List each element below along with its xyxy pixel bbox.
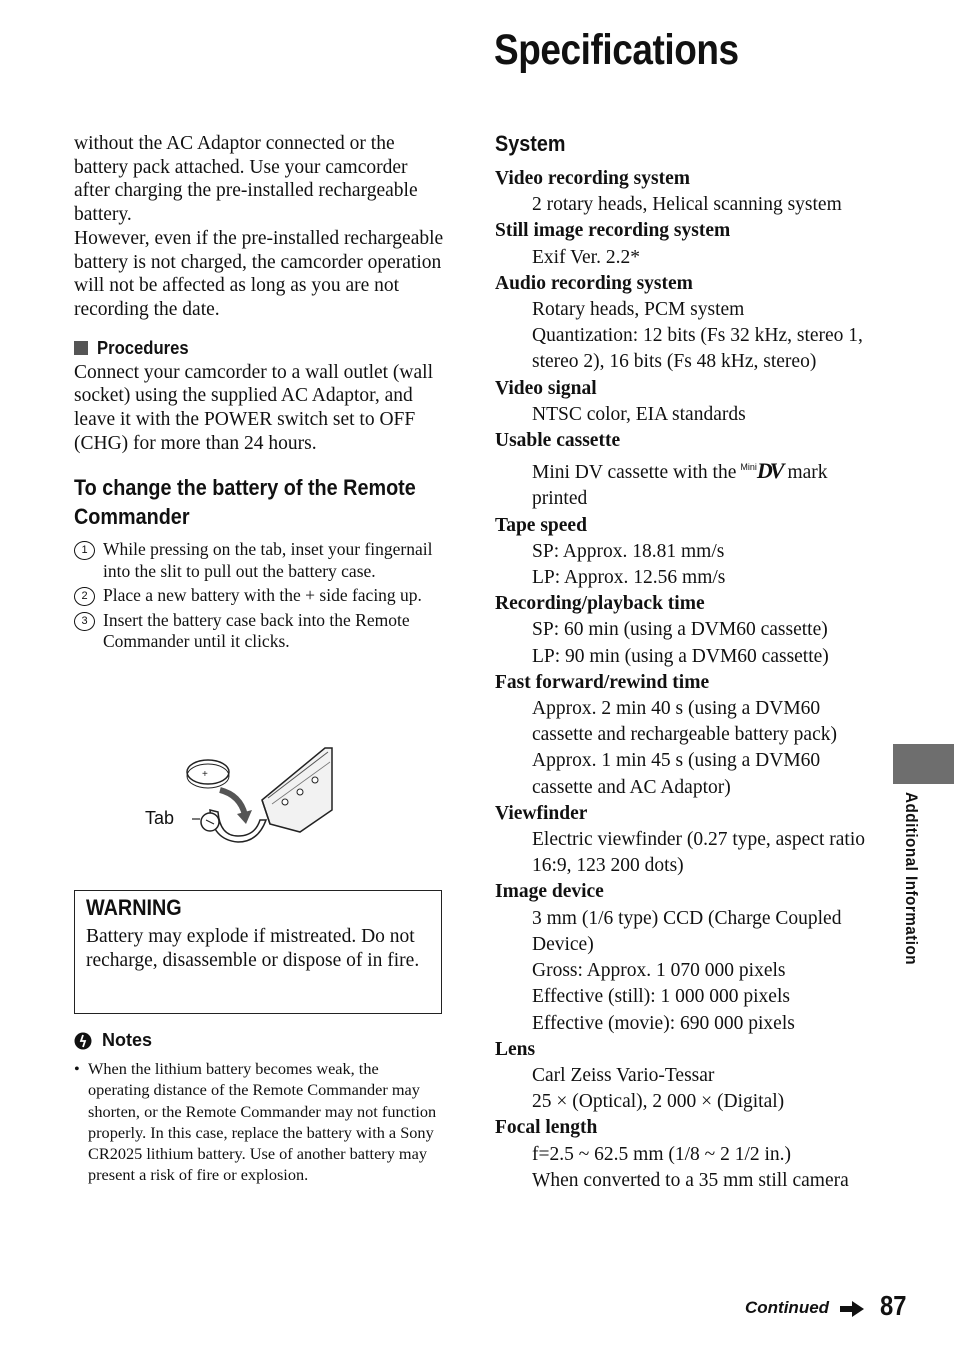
minidv-mini-label: Mini <box>740 462 757 473</box>
spec-value: Quantization: 12 bits (Fs 32 kHz, stereo 1, stereo 2), 16 bits (Fs 48 kHz, stereo) <box>532 325 863 373</box>
spec-label: Fast forward/rewind time <box>495 671 710 693</box>
spec-value-cassette <box>495 454 875 512</box>
notes-text: When the lithium battery becomes weak, the operating distance of the Remote Commander may shorten, or the Remote Commander may not function properly. In this case, replace the battery with a Sony CR2025 lithium battery. Use of another battery may present a risk of fire or explosion. <box>88 1059 437 1185</box>
spec-value: When converted to a 35 mm still camera <box>532 1169 849 1191</box>
system-heading: System <box>495 131 566 156</box>
spec-label: Recording/playback time <box>495 593 705 615</box>
minidv-logo-icon: DV <box>756 458 782 484</box>
spec-label: Video recording system <box>495 168 690 189</box>
spec-label: Audio recording system <box>495 272 693 294</box>
continued-label: Continued <box>745 1298 830 1317</box>
spec-label: Lens <box>495 1038 536 1060</box>
page-number: 87 <box>880 1290 907 1321</box>
spec-value: NTSC color, EIA standards <box>532 403 746 425</box>
spec-value: 2 rotary heads, Helical scanning system <box>532 194 842 216</box>
spec-value: Exif Ver. 2.2* <box>532 246 640 268</box>
notes-heading-row <box>74 1030 152 1051</box>
step-number-icon: 1 <box>74 541 95 560</box>
spec-label: Viewfinder <box>495 802 588 824</box>
intro-paragraph-2: However, even if the pre-installed rechargeable battery is not charged, the camcorder operation will not be affected as long as you are not recording the date. <box>74 227 444 320</box>
square-bullet-icon <box>74 341 88 355</box>
warning-text: Battery may explode if mistreated. Do not recharge, disassemble or dispose of in fire. <box>86 926 420 971</box>
tab-label: Tab <box>145 808 175 828</box>
remote-battery-illustration <box>140 740 340 860</box>
step-number-icon: 2 <box>74 587 95 606</box>
notes-item <box>74 1058 442 1186</box>
spec-label: Image device <box>495 881 604 903</box>
spec-value: Gross: Approx. 1 070 000 pixels <box>532 960 786 982</box>
left-column <box>74 132 446 653</box>
spec-label: Still image recording system <box>495 220 731 242</box>
step-text: Place a new battery with the + side facing up. <box>103 585 422 606</box>
procedures-heading-row <box>74 337 446 359</box>
continued-arrow-icon <box>840 1301 864 1317</box>
spec-value: Carl Zeiss Vario-Tessar <box>532 1064 715 1086</box>
warning-title: WARNING <box>86 895 182 920</box>
page-title: Specifications <box>494 26 739 74</box>
spec-entry <box>495 670 875 801</box>
cassette-text-after: mark printed <box>532 462 828 510</box>
procedures-heading: Procedures <box>97 336 189 358</box>
spec-value: Electric viewfinder (0.27 type, aspect ratio 16:9, 123 200 dots) <box>532 829 865 877</box>
spec-value: 25 × (Optical), 2 000 × (Digital) <box>532 1091 785 1113</box>
spec-value: SP: Approx. 18.81 mm/s <box>532 540 725 562</box>
steps-list <box>74 539 446 653</box>
side-tab-label: Additional Information <box>902 792 921 966</box>
svg-text:+: + <box>202 769 208 780</box>
procedures-text: Connect your camcorder to a wall outlet (wall socket) using the supplied AC Adaptor, and leave it with the POWER switch set to OFF (CHG) for more than 24 hours. <box>74 361 433 454</box>
step-text: While pressing on the tab, inset your fingernail into the slit to pull out the battery case. <box>103 539 433 581</box>
side-tab-marker <box>893 744 954 784</box>
notes-icon <box>74 1032 92 1050</box>
spec-entry <box>495 271 875 376</box>
intro-paragraph-1: without the AC Adaptor connected or the battery pack attached. Use your camcorder after charging the pre-installed rechargeable battery. <box>74 133 418 226</box>
spec-label: Usable cassette <box>495 430 621 452</box>
spec-value: Rotary heads, PCM system <box>532 299 745 321</box>
spec-entry <box>495 513 875 592</box>
spec-value: 3 mm (1/6 type) CCD (Charge Coupled Device) <box>532 907 842 955</box>
spec-value: Effective (still): 1 000 000 pixels <box>532 986 790 1008</box>
spec-entry <box>495 1037 875 1116</box>
right-column <box>495 131 875 1194</box>
spec-entry <box>495 591 875 670</box>
spec-value: Effective (movie): 690 000 pixels <box>532 1012 795 1034</box>
step-item <box>74 610 446 653</box>
spec-value: Approx. 1 min 45 s (using a DVM60 cassette and AC Adaptor) <box>532 750 821 798</box>
spec-value: SP: 60 min (using a DVM60 cassette) <box>532 619 828 641</box>
spec-entry <box>495 1115 875 1194</box>
spec-value: f=2.5 ~ 62.5 mm (1/8 ~ 2 1/2 in.) <box>532 1143 792 1165</box>
step-text: Insert the battery case back into the Remote Commander until it clicks. <box>103 609 410 652</box>
notes-heading: Notes <box>102 1030 153 1050</box>
spec-label: Tape speed <box>495 514 587 536</box>
spec-entry <box>495 428 875 513</box>
spec-entry <box>495 166 875 218</box>
warning-box <box>74 890 442 1014</box>
step-item <box>74 585 446 607</box>
cassette-text-before: Mini DV cassette with the <box>532 462 737 484</box>
bullet-icon: • <box>74 1059 80 1078</box>
spec-label: Video signal <box>495 377 597 399</box>
spec-entry <box>495 801 875 880</box>
spec-value: LP: 90 min (using a DVM60 cassette) <box>532 645 829 667</box>
step-number-icon: 3 <box>74 612 95 631</box>
spec-value: Approx. 2 min 40 s (using a DVM60 cassette and rechargeable battery pack) <box>532 698 837 746</box>
spec-label: Focal length <box>495 1117 598 1139</box>
spec-entry <box>495 376 875 428</box>
spec-value: LP: Approx. 12.56 mm/s <box>532 567 726 589</box>
step-item <box>74 539 446 582</box>
spec-entry <box>495 879 875 1036</box>
remote-battery-heading: To change the battery of the Remote Commander <box>74 475 416 530</box>
spec-entry <box>495 218 875 270</box>
